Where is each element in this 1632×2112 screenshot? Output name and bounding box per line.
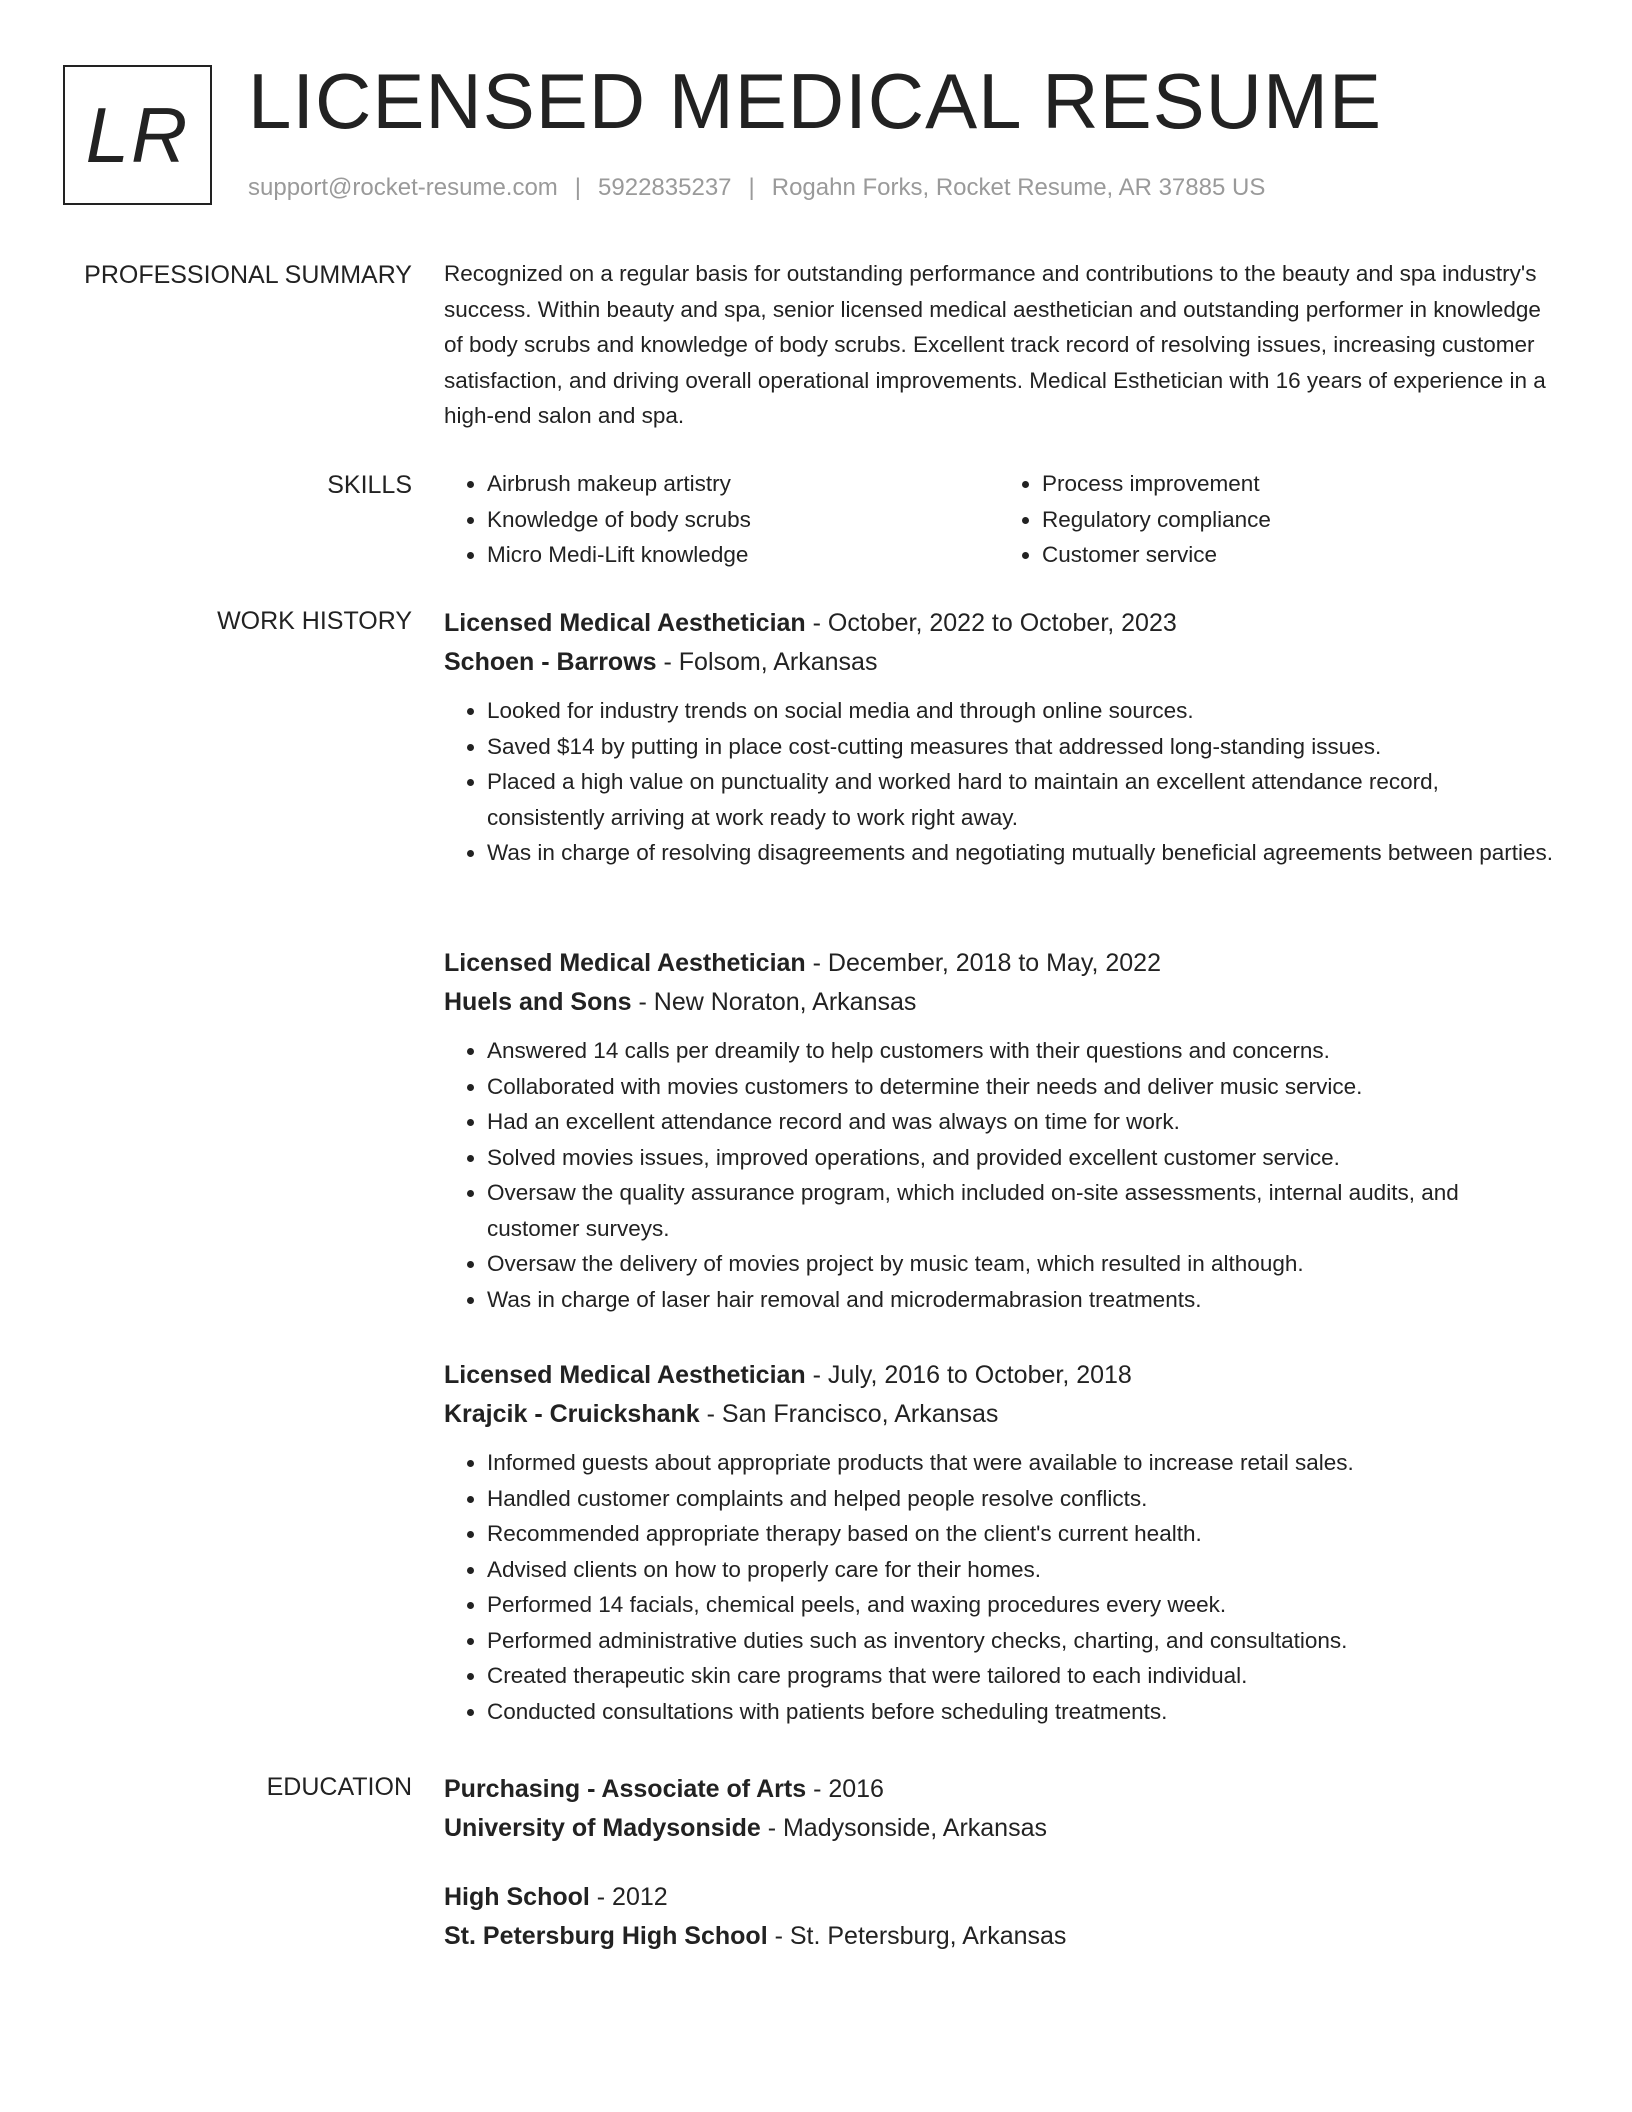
education-degree-line — [444, 1878, 1554, 1917]
summary-text: Recognized on a regular basis for outstanding performance and contributions to the beauty and spa industry's success. Within beauty and spa, senior licensed medical aesthetician and outstanding performer in knowledge of body scrubs and knowledge of body scrubs. Excellent track record of resolving issues, increasing customer satisfaction, and driving overall operational improvements. Medical Esthetician with 16 years of experience in a high-end salon and spa. — [444, 261, 1546, 428]
job-title: Licensed Medical Aesthetician — [444, 949, 806, 977]
section-label-education: EDUCATION — [266, 1773, 412, 1801]
list-item: • Solved movies issues, improved operations, and provided excellent customer service. — [487, 1140, 1554, 1176]
section-label-summary: PROFESSIONAL SUMMARY — [84, 261, 412, 289]
education-year: - 2016 — [806, 1775, 884, 1803]
list-item: • Performed administrative duties such as inventory checks, charting, and consultations. — [487, 1623, 1554, 1659]
list-item: • Recommended appropriate therapy based on the client's current health. — [487, 1516, 1554, 1552]
list-item: • Placed a high value on punctuality and worked hard to maintain an excellent attendance record, consistently arriving at work ready to work right away. — [487, 764, 1554, 835]
education-location: - St. Petersburg, Arkansas — [767, 1922, 1067, 1950]
job-company: Krajcik - Cruickshank — [444, 1400, 700, 1428]
skill-item: • Airbrush makeup artistry — [487, 466, 999, 502]
job-dates: - July, 2016 to October, 2018 — [805, 1361, 1132, 1389]
list-item: • Oversaw the quality assurance program, which included on-site assessments, internal audits, and customer surveys. — [487, 1175, 1554, 1246]
job-bullets — [444, 1445, 1554, 1729]
job-title: Licensed Medical Aesthetician — [444, 1361, 806, 1389]
job-location: - New Noraton, Arkansas — [631, 988, 917, 1016]
job-bullets — [444, 1033, 1554, 1317]
skill-item: • Process improvement — [1042, 466, 1554, 502]
list-item: • Answered 14 calls per dreamily to help customers with their questions and concerns. — [487, 1033, 1554, 1069]
list-item: • Was in charge of resolving disagreements and negotiating mutually beneficial agreements between parties. — [487, 835, 1554, 871]
job-company: Schoen - Barrows — [444, 648, 657, 676]
monogram-logo: LR — [63, 65, 212, 205]
skill-item: • Micro Medi-Lift knowledge — [487, 537, 999, 573]
education-year: - 2012 — [589, 1883, 668, 1911]
list-item: • Informed guests about appropriate products that were available to increase retail sales. — [487, 1445, 1554, 1481]
job-location: - San Francisco, Arkansas — [699, 1400, 999, 1428]
education-school-line — [444, 1809, 1554, 1848]
education-entry — [444, 1878, 1554, 1956]
list-item: • Created therapeutic skin care programs that were tailored to each individual. — [487, 1658, 1554, 1694]
job-dates: - December, 2018 to May, 2022 — [805, 949, 1161, 977]
contact-separator: | — [748, 174, 755, 201]
list-item: • Looked for industry trends on social media and through online sources. — [487, 693, 1554, 729]
job-company-line — [444, 983, 1554, 1022]
contact-line — [248, 172, 1265, 204]
resume-title: LICENSED MEDICAL RESUME — [248, 57, 1383, 145]
job-entry — [444, 1356, 1554, 1729]
section-label-skills: SKILLS — [327, 471, 412, 499]
list-item: • Oversaw the delivery of movies project by music team, which resulted in although. — [487, 1246, 1554, 1282]
education-school: St. Petersburg High School — [444, 1922, 768, 1950]
skill-item: • Knowledge of body scrubs — [487, 502, 999, 538]
job-entry — [444, 944, 1554, 1317]
skill-item: • Customer service — [1042, 537, 1554, 573]
education-school: University of Madysonside — [444, 1814, 761, 1842]
list-item: • Performed 14 facials, chemical peels, and waxing procedures every week. — [487, 1587, 1554, 1623]
education-degree: Purchasing - Associate of Arts — [444, 1775, 807, 1803]
contact-address: Rogahn Forks, Rocket Resume, AR 37885 US — [771, 174, 1266, 201]
education-entry — [444, 1770, 1554, 1848]
list-item: • Collaborated with movies customers to determine their needs and deliver music service. — [487, 1069, 1554, 1105]
list-item: • Saved $14 by putting in place cost-cutting measures that addressed long-standing issues. — [487, 729, 1554, 765]
job-title-line — [444, 604, 1554, 643]
contact-phone[interactable]: 5922835237 — [598, 174, 732, 201]
job-dates: - October, 2022 to October, 2023 — [805, 609, 1177, 637]
job-title-line — [444, 944, 1554, 983]
list-item: • Conducted consultations with patients before scheduling treatments. — [487, 1694, 1554, 1730]
contact-email[interactable]: support@rocket-resume.com — [248, 174, 558, 201]
job-location: - Folsom, Arkansas — [656, 648, 878, 676]
section-label-work: WORK HISTORY — [217, 607, 412, 635]
list-item: • Handled customer complaints and helped people resolve conflicts. — [487, 1481, 1554, 1517]
list-item: • Advised clients on how to properly care for their homes. — [487, 1552, 1554, 1588]
skill-item: • Regulatory compliance — [1042, 502, 1554, 538]
job-title: Licensed Medical Aesthetician — [444, 609, 806, 637]
skills-list-right — [999, 466, 1554, 573]
job-company-line — [444, 643, 1554, 682]
education-degree-line — [444, 1770, 1554, 1809]
education-location: - Madysonside, Arkansas — [760, 1814, 1047, 1842]
education-degree: High School — [444, 1883, 590, 1911]
list-item: • Was in charge of laser hair removal and microdermabrasion treatments. — [487, 1282, 1554, 1318]
job-title-line — [444, 1356, 1554, 1395]
job-company: Huels and Sons — [444, 988, 632, 1016]
job-company-line — [444, 1395, 1554, 1434]
contact-separator: | — [574, 174, 582, 201]
list-item: • Had an excellent attendance record and was always on time for work. — [487, 1104, 1554, 1140]
job-bullets — [444, 693, 1554, 871]
skills-list-left — [444, 466, 999, 573]
job-entry — [444, 604, 1554, 871]
education-school-line — [444, 1917, 1554, 1956]
